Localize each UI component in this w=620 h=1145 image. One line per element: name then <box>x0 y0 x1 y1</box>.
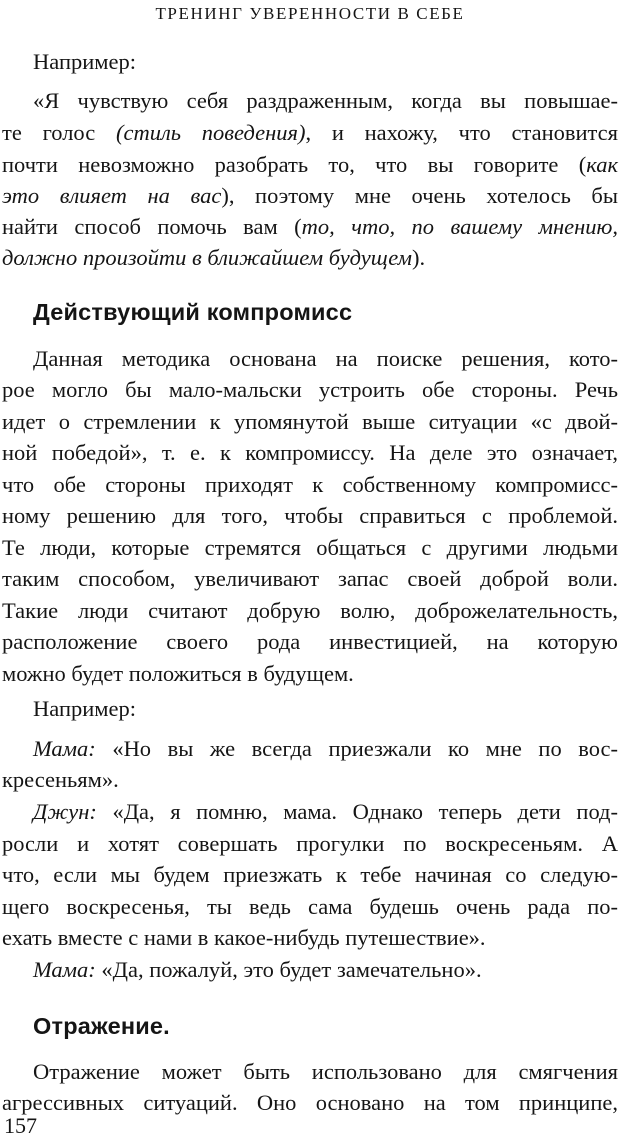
text-line: что обе стороны приходят к собственному компромисс- <box>2 472 618 497</box>
text-line: Данная методика основана на поиске решения, кото- <box>33 346 618 371</box>
text-line: это влияет на вас), поэтому мне очень хотелось бы <box>2 183 618 208</box>
dialogue-line: Джун: «Да, я помню, мама. Однако теперь дети под- <box>33 799 618 824</box>
speaker-name: Мама: <box>33 957 96 982</box>
text-line: расположение своего рода инвестицией, на которую <box>2 629 618 654</box>
text-line: Те люди, которые стремятся общаться с другими людьми <box>2 535 618 560</box>
dialogue-line: щего воскресенья, ты ведь сама будешь очень рада по- <box>2 894 618 919</box>
text-line: ному решению для того, чтобы справиться с проблемой. <box>2 503 618 528</box>
text-line: те голос (стиль поведения), и нахожу, что становится <box>2 120 619 145</box>
text-line: Такие люди считают добрую волю, доброжелательность, <box>2 598 618 623</box>
text-line: Отражение может быть использовано для смягчения <box>33 1059 618 1084</box>
speaker-name: Мама: <box>33 736 96 761</box>
speaker-name: Джун: <box>33 799 97 824</box>
text-line: идет о стремлении к упомянутой выше ситуации «с двой- <box>2 409 618 434</box>
example-label: Например: <box>33 49 136 74</box>
text-line: агрессивных ситуаций. Оно основано на том принципе, <box>2 1090 618 1115</box>
dialogue-line: кресеньям». <box>2 767 119 792</box>
text-line: ной победой», т. е. к компромиссу. На деле это означает, <box>2 440 618 465</box>
dialogue-line: ехать вместе с нами в какое-нибудь путешествие». <box>2 925 486 950</box>
dialogue-line: что, если мы будем приезжать к тебе начиная со следую- <box>2 862 618 887</box>
page-number: 157 <box>4 1113 37 1138</box>
text-line: таким способом, увеличивают запас своей доброй воли. <box>2 566 618 591</box>
dialogue-line: Мама: «Да, пожалуй, это будет замечательно». <box>33 957 482 982</box>
running-head: ТРЕНИНГ УВЕРЕННОСТИ В СЕБЕ <box>155 4 465 23</box>
text-line: «Я чувствую себя раздраженным, когда вы повышае- <box>33 88 618 113</box>
text-line: рое могло бы мало-мальски устроить обе стороны. Речь <box>2 377 618 402</box>
text-line: должно произойти в ближайшем будущем). <box>2 245 426 270</box>
dialogue-line: росли и хотят совершать прогулки по воскресеньям. А <box>2 831 618 856</box>
section-heading: Действующий компромисс <box>33 299 353 325</box>
example-label: Например: <box>33 696 136 721</box>
text-line: можно будет положиться в будущем. <box>2 661 354 686</box>
dialogue-line: Мама: «Но вы же всегда приезжали ко мне по вос- <box>33 736 618 761</box>
section-heading: Отражение. <box>33 1013 170 1039</box>
text-line: почти невозможно разобрать то, что вы говорите (как <box>2 152 618 177</box>
text-line: найти способ помочь вам (то, что, по вашему мнению, <box>2 214 618 239</box>
